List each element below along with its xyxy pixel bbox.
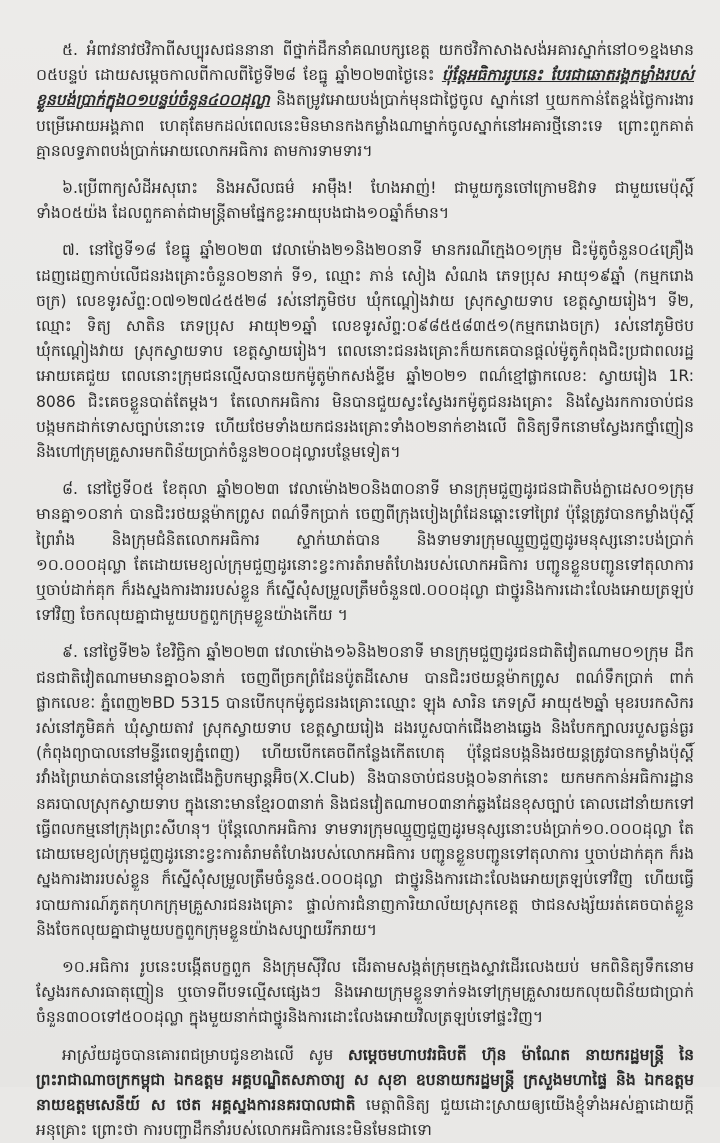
paragraph-5-text-b: និងតម្រូវអោយបង់ប្រាក់មុនជាថ្លៃចូល ស្នាក់នៅ ឬយកកាន់តែខ្ពង់ថ្លៃការងារបម្រើអោយអង្គភាព ហេតុតែមកដល់ពេលនេះមិនមានកងកម្លាំងណាម្នាក់ចូលស្នាក់នៅអគារថ្មីនោះទេ ព្រោះពួកគាត់គ្មានលទ្ធភាពបង់ប្រាក់អោយលោកអធិការ តាមការទាមទារ។ (36, 91, 694, 160)
paragraph-7 (36, 238, 694, 465)
paragraph-5-emphasis: ប៉ុន្តែអធិការរូបនេះ បែរជាឆោតរង្គកម្លាំងរបស់ខ្លួនបង់ប្រាក់ក្នុង០១បន្ទប់ចំនួន៤០០ដុល្លា (36, 66, 695, 110)
paragraph-5 (36, 38, 694, 164)
paragraph-7-text: ៧. នៅថ្ងៃទី១៨ ខែធ្នូ ឆ្នាំ២០២៣ វេលាម៉ោង២១និង២០នាទី មានករណីក្មេង០១ក្រុម ជិះម៉ូតូចំនួន០៤គ្រឿង ដេញដេញកាប់លើជនរងគ្រោះចំនួន០២នាក់ ទី១, ឈ្មោះ ភាន់ សៀង សំណង ភេទប្រុស អាយុ១៩ឆ្នាំ (កម្មករោងចក្រ) លេខទូរស័ព្ទ:០៧១២៧៤៥៥២៨ រស់នៅភូមិថប ឃុំកណ្តៀងវាយ ស្រុកស្វាយទាប ខេត្តស្វាយរៀង។ ទី២, ឈ្មោះ ទិត្យ សាតិន ភេទប្រុស អាយុ២១ឆ្នាំ លេខទូរស័ព្ទ:០៩៨៥៥៨៣៥១(កម្មករោងចក្រ) រស់នៅភូមិថប ឃុំកណ្តៀងវាយ ស្រុកស្វាយទាប ខេត្តស្វាយរៀង។ ពេលនោះជនរងគ្រោះក៏យកគេបានផ្តល់ម៉ូតូកំពុងជិះប្រជាពលរដ្ឋអោយគេជួយ ពេលនោះក្រុមជនល្មើសបានយកម៉ូតូម៉ាកសង់ខ្ទីម ឆ្នាំ២០២១ ពណ៌ខ្មៅផ្លាកលេខ: ស្វាយរៀង 1R: 8086 ជិះគេចខ្លួនបាត់តែម្តង។ តែលោកអធិការ មិនបានជួយស្វះស្វែងរកម៉ូតូជនរងគ្រោះ និងស្វែងរកការចាប់ជនបង្កមកដាក់ទោសច្បាប់នោះទេ ហើយថែមទាំងយកជនរងគ្រោះទាំង០២នាក់ខាងលើ ពិនិត្យទឹកនោមស្វែងរកថ្នាំញៀន និងហៅក្រុមគ្រួសារមកពិន័យប្រាក់ចំនួន២០០ដុល្លារបន្ថែមទៀត។ (36, 241, 694, 462)
closing-text-b: មេត្តាពិនិត្យ ជួយដោះស្រាយឲ្យយើងខ្ញុំទាំងអស់គ្នាដោយក្តីអនុគ្រោះ ព្រោះថា ការបញ្ជាដឹកនាំរបស់លោកអធិការនេះមិនមែនជាទោ (36, 1095, 694, 1140)
paragraph-10 (36, 955, 694, 1031)
paragraph-10-text: ១០.អធិការ រូបនេះបង្កើតបក្ខពួក និងក្រុមស៊ីវិល ដើរតាមសង្កត់ក្រុមក្មេងស្ទាវដើរលេងយប់ មកពិនិត្យទឹកនោម ស្វែងរកសារធាតុញៀន ឬចោទពីបទល្មើសផ្សេងៗ និងអោយក្រុមខ្លួនទាក់ទងទៅក្រុមគ្រួសារយកលុយពិន័យជាប្រាក់ចំនួន៣០០ទៅ៥០០ដុល្លា ក្នុងមួយនាក់ជាថ្នូរនិងការដោះលែងអោយវិលត្រឡប់ទៅផ្ទះវិញ។ (36, 957, 694, 1027)
closing-officials: សម្តេចមហាបវរធិបតី ហ៊ុន ម៉ាណែត នាយករដ្ឋមន្ត្រី នៃព្រះរាជាណាចក្រកម្ពុជា ឯកឧត្តម អគ្គបណ្ឌិតសភាចារ្យ ស សុខា ឧបនាយករដ្ឋមន្ត្រី ក្រសួងមហាផ្ទៃ និង ឯកឧត្តម នាយឧត្តមសេនីយ៍ ស ថេត អគ្គស្នងការនគរបាលជាតិ (36, 1045, 694, 1114)
paragraph-6 (36, 176, 694, 226)
paragraph-closing (36, 1043, 694, 1143)
paragraph-9 (36, 640, 694, 942)
closing-text-a: អាស្រ័យដូចបានគោរពជម្រាបជូនខាងលើ សូម (62, 1045, 348, 1064)
paragraph-5-text-a: ៥. អំពាវនាវថវិកាពីសប្បុរសជននានា ពីថ្នាក់ដឹកនាំគណបក្សខេត្ត យកថវិកាសាងសង់អគារស្នាក់នៅ០១ខ្នងមាន ០៥បន្ទប់ ដោយសម្តេចកាលពីកាលពីថ្ងៃទី២៨ ខែធ្នូ ឆ្នាំ២០២៣ថ្ងៃនេះ (36, 41, 694, 85)
paragraph-6-text: ៦.ប្រើពាក្យសំដីអសុរោះ និងអសីលធម៌ អាម៉ឹង! ហែងអាញ់! ជាមួយកូនចៅក្រោមឱវាទ ជាមួយមេប៉ុស្តិ៍ទាំង០៥យ៉ង ដែលពួកគាត់ជាមន្ត្រីតាមផ្នែកខ្លះអាយុបងជាង១០ឆ្នាំក៏មាន។ (36, 179, 694, 223)
paragraph-8-text: ៨. នៅថ្ងៃទី០៥ ខែតុលា ឆ្នាំ២០២៣ វេលាម៉ោង២០និង៣០នាទី មានក្រុមជួញដូរជនជាតិបង់ក្លាដេស០១ក្រុម មានគ្នា១០នាក់ បានជិះរថយន្តម៉ាកព្រូស ពណ៌ទឹកប្រាក់ ចេញពីក្រុងបៀងព្រំដែនឆ្ពោះទៅព្រៃវ ប៉ុន្តែត្រូវបានកម្លាំងប៉ុស្តិ៍ព្រៃរាំង និងក្រុមជំនិតលោកអធិការ ស្ទាក់ឃាត់បាន និងទាមទារក្រុមឈ្មួញជួញដូរមនុស្សនោះបង់ប្រាក់ ១០.០០០ដុល្លា តែដោយមេខ្យល់ក្រុមជួញដូរនោះខ្វះការតំរាមតំហែងរបស់លោកអធិការ បញ្ជូនខ្លួនបញ្ជូនទៅតុលាការ ឬចាប់ដាក់គុក ក៏រងស្នងការងាររបស់ខ្លួន ក៏ស្នើសុំសម្រួលត្រឹមចំនួន៧.០០០ដុល្លា ជាថ្នូរនិងការដោះលែងអោយត្រឡប់ទៅវិញ ចែកលុយគ្នាជាមួយបក្ខពួកក្រុមខ្លួនយ៉ាងកើយ ។ (36, 480, 694, 625)
paragraph-9-text: ៩. នៅថ្ងៃទី២៦ ខែវិច្ឆិកា ឆ្នាំ២០២៣ វេលាម៉ោង១៦និង២០នាទី មានក្រុមជួញដូរជនជាតិវៀតណាម០១ក្រុម ដឹកជនជាតិវៀតណាមមានគ្នា០៦នាក់ ចេញពីច្រកព្រំដែនប៉ូតដីសោម បានជិះរថយន្តម៉ាកព្រូស ពណ៌ទឹកប្រាក់ ពាក់ផ្លាកលេខៈ ភ្នំពេញ២BD 5315 បានបើកបុកម៉ូតូជនរងគ្រោះឈ្មោះ ឡុង សារិន ភេទស្រី អាយុ៥២ឆ្នាំ មុខរបរកសិករ រស់នៅភូមិគក់ ឃុំស្វាយតាវ ស្រុកស្វាយទាប ខេត្តស្វាយរៀង ដងរបួសបាក់ជើងខាងឆ្វេង និងបែកក្បាលរបួសធ្ងន់ធ្ងរ (កំពុងព្យាបាលនៅមន្ទីរពេទ្យភ្នំពេញ) ហើយបើកគេចពីកន្លែងកើតហេតុ ប៉ុន្តែជនបង្កនិងរថយន្តត្រូវបានកម្លាំងប៉ុស្តិ៍រវាំងព្រៃឃាត់បាននៅម្តុំខាងជើងក្លិបកម្សាន្តអ៊ិច(X.Club) និងបានចាប់ជនបង្ក០៦នាក់នោះ យកមកកាន់អធិការដ្ឋាននគរបាលស្រុកស្វាយទាប ក្នុងនោះមានខ្មែរ០៣នាក់ និងជនវៀតណាម០៣នាក់ឆ្លងដែនខុសច្បាប់ គោលដៅនាំយកទៅធ្វើពលកម្មនៅក្រុងព្រះសីហនុ។ ប៉ុន្តែលោកអធិការ ទាមទារក្រុមឈ្មួញជួញដូរមនុស្សនោះបង់ប្រាក់១០.០០០ដុល្លា តែដោយមេខ្យល់ក្រុមជួញដូរនោះខ្វះការតំរាមតំហែងរបស់លោកអធិការ បញ្ជូនខ្លួនបញ្ជូនទៅតុលាការ ឬចាប់ដាក់គុក ក៏រងស្នងការងាររបស់ខ្លួន ក៏ស្នើសុំសម្រួលត្រឹមចំនួន៥.០០០ដុល្លា ជាថ្នូរនិងការដោះលែងអោយត្រឡប់ទៅវិញ ហើយធ្វើរបាយការណ៍ភូតកុហកក្រុមគ្រួសារជនរងគ្រោះ ផ្ទាល់ការជំនាញការិយាល័យស្រុកខេត្ត ថាជនសង្ស័យរត់គេចបាត់ខ្លួន និងចែកលុយគ្នាជាមួយបក្ខពួកក្រុមខ្លួនយ៉ាងសប្បាយរីករាយ។ (36, 643, 694, 939)
paragraph-8 (36, 477, 694, 628)
